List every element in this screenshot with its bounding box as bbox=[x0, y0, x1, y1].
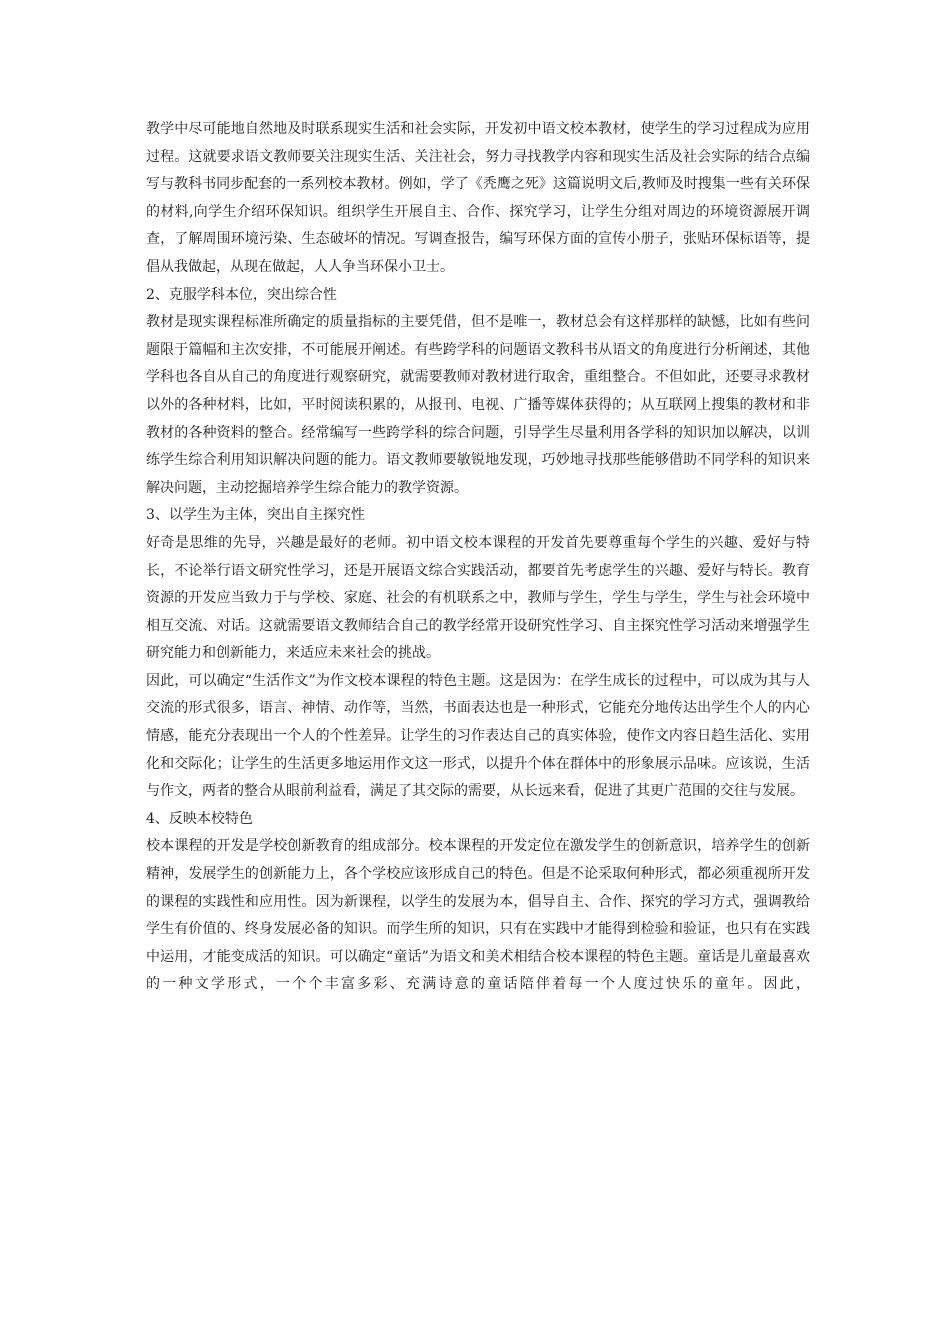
body-paragraph: 校本课程的开发是学校创新教育的组成部分。校本课程的开发定位在激发学生的创新意识，培养学生的创新精神，发展学生的创新能力上，各个学校应该形成自己的特色。但是不论采取何种形式，都必须重视所开发的课程的实践性和应用性。因为新课程，以学生的发展为本，倡导自主、合作、探究的学习方式，强调教给学生有价值的、终身发展必备的知识。而学生所的知识，只有在实践中才能得到检验和验证，也只有在实践中运用，才能变成活的知识。可以确定“童话”为语文和美术相结合校本课程的特色主题。童话是儿童最喜欢的一种文学形式，一个个丰富多彩、充满诗意的童话陪伴着每一个人度过快乐的童年。因此， bbox=[146, 838, 810, 993]
section-heading: 2、克服学科本位，突出综合性 bbox=[146, 286, 337, 303]
body-paragraph: 教学中尽可能地自然地及时联系现实生活和社会实际，开发初中语文校本教材，使学生的学习过程成为应用过程。这就要求语文教师要关注现实生活、关注社会，努力寻找教学内容和现实生活及社会实际的结合点编写与教科书同步配套的一系列校本教材。例如，学了《秃鹰之死》这篇说明文后,教师及时搜集一些有关环保的材料,向学生介绍环保知识。组织学生开展自主、合作、探究学习，让学生分组对周边的环境资源展开调查，了解周围环境污染、生态破坏的情况。写调查报告，编写环保方面的宣传小册子，张贴环保标语等，提倡从我做起，从现在做起，人人争当环保小卫士。 bbox=[146, 121, 810, 275]
body-paragraph: 教材是现实课程标准所确定的质量指标的主要凭借，但不是唯一，教材总会有这样那样的缺憾，比如有些问题限于篇幅和主次安排，不可能展开阐述。有些跨学科的问题语文教科书从语文的角度进行分析阐述，其他学科也各自从自己的角度进行观察研究，就需要教师对教材进行取舍，重组整合。不但如此，还要寻求教材以外的各种材料，比如，平时阅读积累的，从报刊、电视、广播等媒体获得的；从互联网上搜集的教材和非教材的各种资料的整合。经常编写一些跨学科的综合问题，引导学生尽量利用各学科的知识加以解决，以训练学生综合利用知识解决问题的能力。语文教师要敏锐地发现，巧妙地寻找那些能够借助不同学科的知识来解决问题，主动挖掘培养学生综合能力的教学资源。 bbox=[146, 314, 810, 496]
section-heading: 3、以学生为主体，突出自主探究性 bbox=[146, 507, 365, 524]
body-paragraph: 因此，可以确定“生活作文”为作文校本课程的特色主题。这是因为：在学生成长的过程中，可以成为其与人交流的形式很多，语言、神情、动作等，当然，书面表达也是一种形式，它能充分地传达出学生个人的内心情感，能充分表现出一个人的个性差异。让学生的习作表达自己的真实体验，使作文内容日趋生活化、实用化和交际化；让学生的生活更多地运用作文这一形式，以提升个体在群体中的形象展示品味。应该说，生活与作文，两者的整合从眼前利益看，满足了其交际的需要，从长远来看，促进了其更广范围的交往与发展。 bbox=[146, 672, 810, 800]
body-paragraph: 好奇是思维的先导，兴趣是最好的老师。初中语文校本课程的开发首先要尊重每个学生的兴趣、爱好与特长，不论举行语文研究性学习，还是开展语文综合实践活动，都要首先考虑学生的兴趣、爱好与特长。教育资源的开发应当致力于与学校、家庭、社会的有机联系之中，教师与学生，学生与学生，学生与社会环境中相互交流、对话。这就需要语文教师结合自己的教学经常开设研究性学习、自主探究性学习活动来增强学生研究能力和创新能力，来适应未来社会的挑战。 bbox=[146, 534, 810, 662]
section-heading: 4、反映本校特色 bbox=[146, 810, 253, 827]
document-page bbox=[146, 116, 810, 999]
